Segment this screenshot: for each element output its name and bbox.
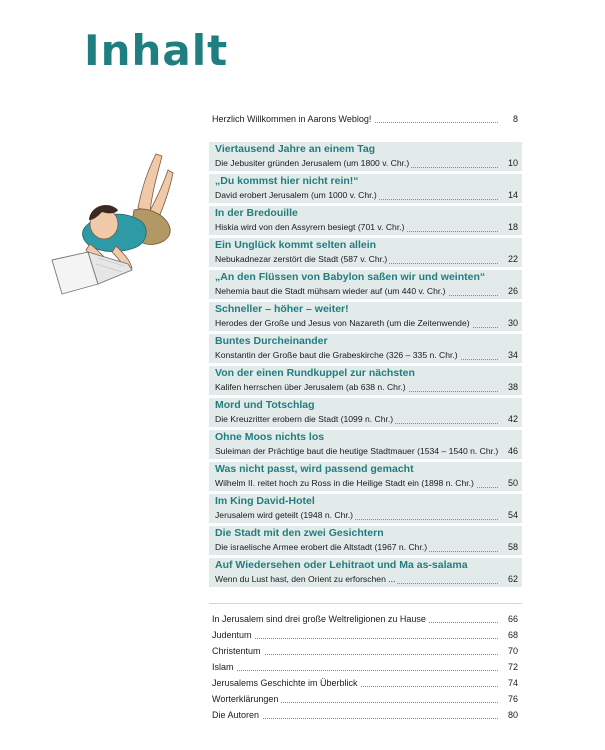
toc-page-number: 74 [507, 678, 518, 688]
toc-label: Jerusalems Geschichte im Überblick [212, 675, 361, 691]
chapter-subtitle: Herodes der Große und Jesus von Nazareth (um die Zeitenwende) [215, 318, 470, 328]
toc-row[interactable] [209, 111, 522, 127]
chapter-entry[interactable] [209, 430, 522, 459]
chapter-subtitle: Konstantin der Große baut die Grabeskirche (326 – 335 n. Chr.) [215, 350, 458, 360]
toc-page-number: 76 [507, 694, 518, 704]
chapter-page-number: 14 [507, 190, 518, 200]
chapter-title: Von der einen Rundkuppel zur nächsten [215, 367, 415, 379]
chapter-subtitle: Nehemia baut die Stadt mühsam wieder auf (um 440 v. Chr.) [215, 286, 446, 296]
chapter-page-number: 38 [507, 382, 518, 392]
chapter-page-number: 42 [507, 414, 518, 424]
chapter-page-number: 22 [507, 254, 518, 264]
toc-page-number: 80 [507, 710, 518, 720]
chapter-title: Schneller – höher – weiter! [215, 303, 349, 315]
boy-with-laptop-illustration [46, 148, 196, 300]
chapter-entry[interactable] [209, 174, 522, 203]
toc-label: Worterklärungen [212, 691, 281, 707]
toc-page-number: 70 [507, 646, 518, 656]
appendix-list [209, 611, 522, 723]
chapter-page-number: 30 [507, 318, 518, 328]
chapter-title: Mord und Totschlag [215, 399, 315, 411]
toc-label: Die Autoren [212, 707, 262, 723]
chapter-title: Im King David-Hotel [215, 495, 315, 507]
chapter-page-number: 50 [507, 478, 518, 488]
chapter-entry[interactable] [209, 494, 522, 523]
toc-page-number: 72 [507, 662, 518, 672]
chapter-entry[interactable] [209, 462, 522, 491]
chapter-page-number: 10 [507, 158, 518, 168]
toc-row[interactable] [209, 611, 522, 627]
chapter-page-number: 54 [507, 510, 518, 520]
chapter-entry[interactable] [209, 238, 522, 267]
toc-page-number: 8 [512, 114, 518, 124]
toc-label: Judentum [212, 627, 255, 643]
toc-row[interactable] [209, 707, 522, 723]
chapter-page-number: 18 [507, 222, 518, 232]
chapter-subtitle: Die israelische Armee erobert die Altstadt (1967 n. Chr.) [215, 542, 428, 552]
chapter-subtitle: Hiskia wird von den Assyrern besiegt (701 v. Chr.) [215, 222, 405, 232]
chapter-title: Was nicht passt, wird passend gemacht [215, 463, 414, 475]
toc-row[interactable] [209, 675, 522, 691]
chapter-page-number: 58 [507, 542, 518, 552]
toc-label: Islam [212, 659, 237, 675]
chapter-entry[interactable] [209, 398, 522, 427]
chapter-page-number: 62 [507, 574, 518, 584]
intro-entry [209, 111, 522, 127]
page-title: Inhalt [84, 26, 229, 75]
chapter-entry[interactable] [209, 206, 522, 235]
chapter-subtitle: Nebukadnezar zerstört die Stadt (587 v. Chr.) [215, 254, 388, 264]
chapter-subtitle: Die Kreuzritter erobern die Stadt (1099 n. Chr.) [215, 414, 394, 424]
toc-row[interactable] [209, 643, 522, 659]
chapter-subtitle: Wenn du Lust hast, den Orient zu erforschen ... [215, 574, 396, 584]
chapter-list [209, 142, 522, 590]
toc-row[interactable] [209, 691, 522, 707]
chapter-subtitle: Jerusalem wird geteilt (1948 n. Chr.) [215, 510, 354, 520]
chapter-subtitle: Kalifen herrschen über Jerusalem (ab 638 n. Chr.) [215, 382, 406, 392]
toc-row[interactable] [209, 627, 522, 643]
chapter-entry[interactable] [209, 526, 522, 555]
chapter-title: Viertausend Jahre an einem Tag [215, 143, 376, 155]
chapter-subtitle: Die Jebusiter gründen Jerusalem (um 1800 v. Chr.) [215, 158, 410, 168]
chapter-title: Die Stadt mit den zwei Gesichtern [215, 527, 384, 539]
chapter-entry[interactable] [209, 270, 522, 299]
chapter-title: „An den Flüssen von Babylon saßen wir und weinten“ [215, 271, 486, 283]
chapter-entry[interactable] [209, 142, 522, 171]
chapter-entry[interactable] [209, 366, 522, 395]
toc-row[interactable] [209, 659, 522, 675]
chapter-page-number: 26 [507, 286, 518, 296]
toc-label: In Jerusalem sind drei große Weltreligionen zu Hause [212, 611, 429, 627]
chapter-entry[interactable] [209, 334, 522, 363]
toc-label: Herzlich Willkommen in Aarons Weblog! [212, 111, 374, 127]
chapter-subtitle: David erobert Jerusalem (um 1000 v. Chr.) [215, 190, 377, 200]
chapter-entry[interactable] [209, 558, 522, 587]
chapter-page-number: 46 [507, 446, 518, 456]
toc-page-number: 66 [507, 614, 518, 624]
chapter-page-number: 34 [507, 350, 518, 360]
chapter-title: Ohne Moos nichts los [215, 431, 325, 443]
toc-label: Christentum [212, 643, 264, 659]
dot-leader [212, 670, 498, 671]
chapter-title: In der Bredouille [215, 207, 298, 219]
chapter-title: Ein Unglück kommt selten allein [215, 239, 377, 251]
chapter-title: „Du kommst hier nicht rein!“ [215, 175, 359, 187]
dot-leader [212, 638, 498, 639]
chapter-title: Auf Wiedersehen oder Lehitraot und Ma as-salama [215, 559, 468, 571]
section-divider [209, 603, 522, 604]
chapter-title: Buntes Durcheinander [215, 335, 328, 347]
chapter-subtitle: Wilhelm II. reitet hoch zu Ross in die Heilige Stadt ein (1898 n. Chr.) [215, 478, 474, 488]
chapter-entry[interactable] [209, 302, 522, 331]
toc-page-number: 68 [507, 630, 518, 640]
chapter-subtitle: Suleiman der Prächtige baut die heutige Stadtmauer (1534 – 1540 n. Chr.) [215, 446, 499, 456]
